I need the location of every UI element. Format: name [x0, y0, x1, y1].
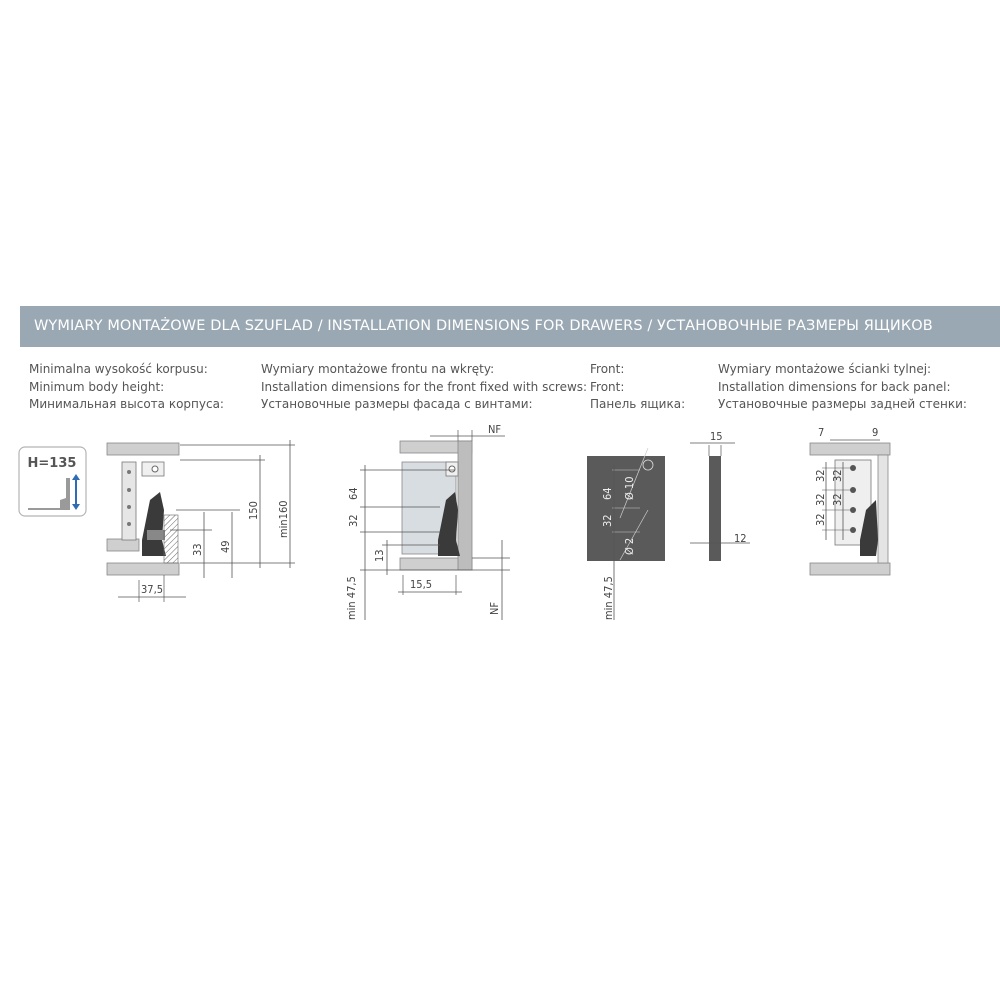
- caption-line: Front:: [590, 362, 625, 376]
- dim-32: 32: [814, 513, 827, 526]
- height-badge: [19, 447, 86, 516]
- dim-32: 32: [814, 469, 827, 482]
- caption-line: Wymiary montażowe frontu na wkręty:: [261, 362, 495, 376]
- dim-32: 32: [347, 514, 360, 527]
- dim-diameter-2: Ø 2: [623, 537, 636, 555]
- dim-diameter-10: Ø 10: [623, 476, 636, 500]
- dim-13: 13: [373, 549, 386, 562]
- caption-line: Wymiary montażowe ścianki tylnej:: [718, 362, 932, 376]
- dim-32: 32: [601, 514, 614, 527]
- dim-7: 7: [818, 426, 825, 439]
- dim-32: 32: [814, 493, 827, 506]
- banner-title: WYMIARY MONTAŻOWE DLA SZUFLAD / INSTALLATION DIMENSIONS FOR DRAWERS / УСТАНОВОЧНЫЕ РАЗМЕРЫ ЯЩИКОВ: [34, 318, 933, 334]
- dim-15: 15: [710, 430, 723, 443]
- caption-line: Установочные размеры фасада с винтами:: [261, 397, 533, 411]
- dim-33: 33: [191, 543, 204, 556]
- dim-150: 150: [247, 501, 260, 520]
- diagram-min-body-height: [107, 440, 295, 602]
- caption-line: Minimum body height:: [29, 379, 165, 394]
- caption-line: Minimalna wysokość korpusu:: [29, 362, 208, 376]
- diagram-back-panel: [810, 426, 890, 575]
- caption-line: Минимальная высота корпуса:: [29, 397, 224, 411]
- dim-32: 32: [831, 469, 844, 482]
- caption-line: Installation dimensions for the front fixed with screws:: [261, 379, 588, 394]
- badge-label: H=135: [27, 456, 77, 471]
- dim-min160: min160: [277, 500, 290, 538]
- dim-49: 49: [219, 540, 232, 553]
- dim-32: 32: [831, 493, 844, 506]
- dim-64: 64: [347, 487, 360, 500]
- dim-nf-top: NF: [488, 423, 502, 436]
- caption-line: Установочные размеры задней стенки:: [718, 397, 967, 411]
- caption-line: Панель ящика:: [590, 397, 686, 411]
- diagram-front-panel: [587, 430, 750, 620]
- dim-min-47-5: min 47,5: [345, 576, 358, 620]
- dim-9: 9: [872, 426, 879, 439]
- caption-line: Front:: [590, 379, 625, 394]
- dim-min-47-5: min 47,5: [602, 576, 615, 620]
- dim-37-5: 37,5: [141, 583, 164, 596]
- diagram-front-screws: [345, 423, 510, 620]
- dim-nf-bottom: NF: [488, 601, 501, 615]
- front-panel-side: [709, 456, 721, 561]
- dim-12: 12: [734, 532, 747, 545]
- caption-line: Installation dimensions for back panel:: [718, 379, 951, 394]
- dim-64: 64: [601, 487, 614, 500]
- dim-15-5: 15,5: [410, 578, 433, 591]
